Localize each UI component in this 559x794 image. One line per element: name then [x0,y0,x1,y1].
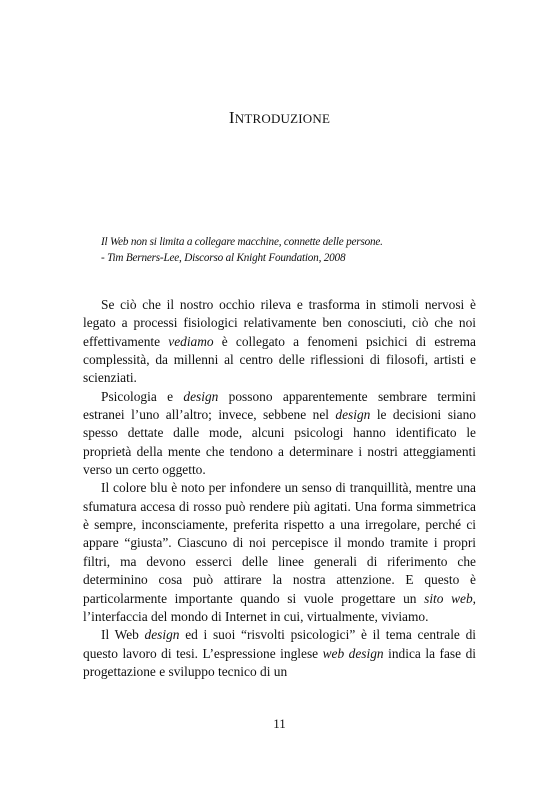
paragraph-text: Psicologia e [101,388,184,404]
paragraph-text: ed i suoi “risvolti psicologici” è il tema centrale di questo lavoro di tesi. L’espressione inglese [83,627,476,661]
paragraph-text: , l’interfaccia del mondo di Internet in cui, virtualmente, viviamo. [83,590,477,624]
emphasis: design [183,388,219,404]
epigraph-quote: Il Web non si limita a collegare macchine, connette delle persone. [101,236,383,248]
emphasis: sito web [424,590,473,606]
paragraph-text: è collegato a fenomeni psichici di estrema complessità, da millenni al centro delle riflessioni di filosofi, artisti e scienziati. [83,333,476,386]
epigraph-attribution: - Tim Berners-Lee, Discorso al Knight Foundation, 2008 [101,252,346,264]
emphasis: web design [322,645,384,661]
chapter-title-rest: NTRODUZIONE [234,111,331,126]
paragraph-text: Se ciò che il nostro occhio rileva e trasforma in stimoli nervosi è legato a processi fisiologici relativamente ben conosciuti, ciò che noi effettivamente [83,297,476,349]
paragraph-text: le decisioni siano spesso dettate dalle mode, alcuni psicologi hanno identificato le proprietà della mente che tendono a determinare i nostri atteggiamenti verso un certo oggetto. [83,407,476,478]
paragraph [83,388,476,480]
paragraph-text: Il colore blu è noto per infondere un senso di tranquillità, mentre una sfumatura accesa di rosso può rendere più agitati. Una forma simmetrica è sempre, inconsciamente, preferita rispetto a una irregolare, perché ci appare “giusta”. Ciascuno di noi percepisce il mondo tramite i propri filtri, ma devono esserci delle linee generali di riferimento che determinino cosa può attirare la nostra attenzione. E questo è particolarmente importante quando si vuole progettare un [83,480,476,606]
emphasis: vediamo [168,333,214,349]
paragraph-text: indica la fase di progettazione e sviluppo tecnico di un [83,645,476,679]
body-text [83,296,476,681]
paragraph [83,626,476,681]
paragraph [83,296,476,388]
chapter-title-initial: I [228,108,235,127]
paragraph [83,479,476,626]
page-number: 11 [273,716,286,731]
chapter-title [0,108,559,128]
paragraph-text: Il Web [101,627,145,643]
epigraph [101,234,481,266]
emphasis: design [144,627,180,643]
paragraph-text: possono apparentemente sembrare termini estranei l’uno all’altro; invece, sebbene nel [83,388,477,423]
emphasis: design [335,407,371,423]
